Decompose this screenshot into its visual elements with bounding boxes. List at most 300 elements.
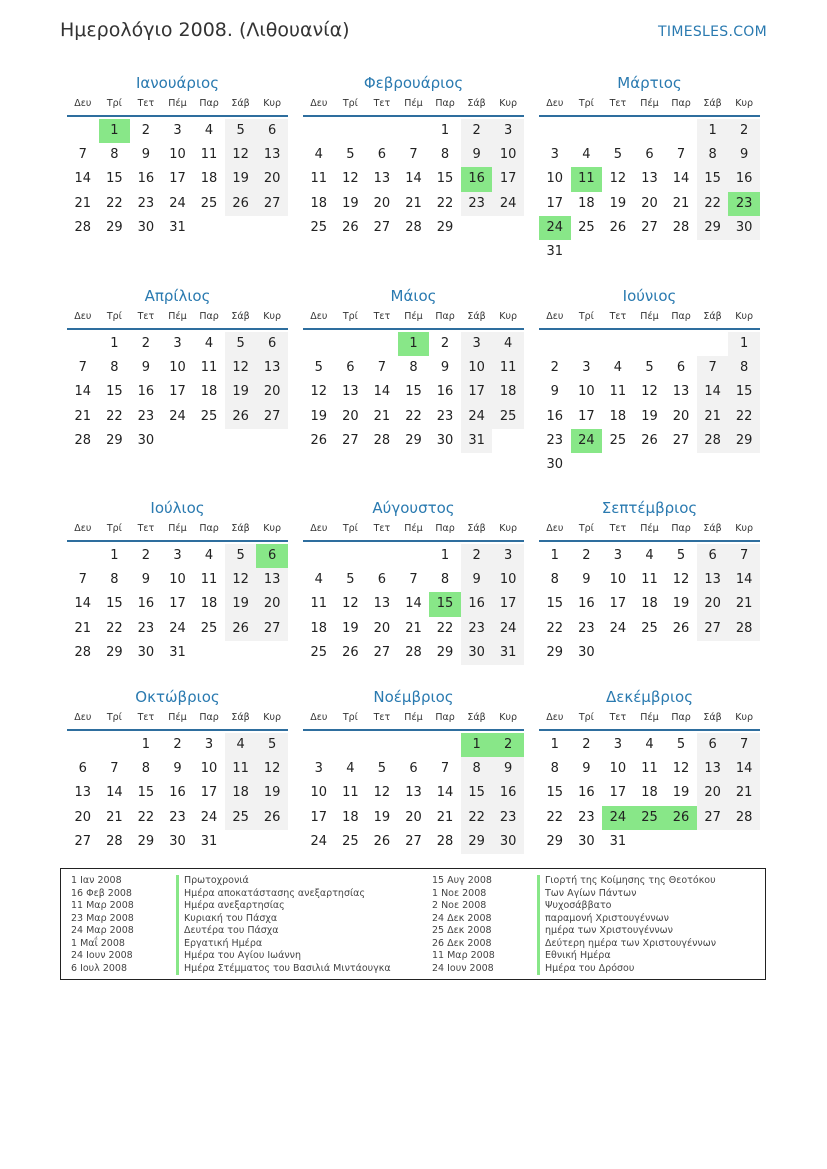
day-cell: 14 [74, 171, 92, 187]
weekday-label: Δευ [546, 523, 564, 534]
weekday-label: Πέμ [168, 98, 187, 109]
day-cell: 28 [728, 806, 760, 830]
day-cell: 18 [200, 384, 218, 400]
day-cell: 9 [582, 761, 591, 777]
day-cell: 16 [436, 384, 454, 400]
day-cell: 23 [492, 806, 524, 830]
day-cell: 7 [377, 360, 387, 376]
day-cell: 18 [225, 781, 257, 805]
day-cell: 26 [256, 806, 288, 830]
month-name: Μάρτιος [617, 74, 682, 92]
day-cell: 8 [409, 360, 418, 376]
day-cell: 3 [582, 360, 591, 376]
day-cell: 18 [200, 171, 218, 187]
holiday-date: 25 Δεκ 2008 [432, 925, 492, 936]
day-cell: 25 [641, 620, 658, 636]
day-cell: 6 [676, 360, 686, 376]
holiday-name: Εργατική Ημέρα [176, 938, 391, 951]
day-cell: 4 [204, 336, 214, 351]
day-grid [539, 332, 760, 477]
weekday-label: Πέμ [640, 712, 659, 723]
day-cell: 26 [609, 219, 627, 235]
day-cell: 11 [342, 785, 359, 801]
day-cell: 20 [697, 781, 729, 805]
day-cell: 20 [256, 167, 288, 191]
empty-cell [634, 119, 666, 143]
day-cell: 20 [373, 195, 391, 211]
day-cell: 5 [225, 544, 257, 568]
day-cell: 14 [373, 384, 391, 400]
month-block [303, 496, 524, 665]
day-cell: 16 [578, 785, 595, 801]
day-cell: 11 [492, 356, 524, 380]
day-cell: 12 [609, 171, 627, 187]
holiday-name: Γιορτή της Κοίμησης της Θεοτόκου [537, 875, 716, 888]
empty-cell [366, 544, 398, 568]
day-cell: 19 [256, 781, 288, 805]
day-cell: 17 [546, 195, 564, 211]
day-cell: 9 [492, 757, 524, 781]
day-cell: 27 [342, 432, 359, 448]
day-cell: 5 [225, 119, 257, 143]
day-cell: 27 [373, 644, 391, 660]
day-cell: 18 [641, 596, 658, 612]
day-cell: 20 [672, 408, 690, 424]
day-cell: 23 [461, 192, 493, 216]
day-cell: 10 [169, 572, 186, 588]
weekday-label: Σάβ [467, 523, 486, 534]
weekday-label: Σάβ [467, 311, 486, 322]
weekday-label: Πέμ [640, 98, 659, 109]
day-cell: 17 [609, 785, 627, 801]
day-cell: 6 [78, 761, 87, 777]
weekday-label: Σάβ [467, 98, 486, 109]
day-cell: 1 [110, 548, 119, 563]
holiday-day-cell: 26 [665, 806, 697, 830]
day-cell: 12 [310, 384, 328, 400]
day-cell: 12 [342, 171, 359, 187]
day-cell: 2 [461, 119, 493, 143]
day-cell: 31 [546, 243, 564, 259]
weekday-label: Πέμ [404, 523, 423, 534]
day-cell: 15 [106, 171, 123, 187]
empty-cell [303, 544, 335, 568]
day-cell: 30 [436, 432, 454, 448]
day-cell: 25 [200, 195, 218, 211]
day-cell: 25 [342, 833, 359, 849]
day-cell: 3 [492, 544, 524, 568]
weekday-label: Τετ [609, 523, 627, 534]
day-cell: 24 [492, 617, 524, 641]
day-cell: 17 [169, 596, 186, 612]
day-cell: 16 [728, 167, 760, 191]
day-cell: 5 [346, 572, 355, 588]
day-cell: 13 [342, 384, 359, 400]
weekday-label: Παρ [435, 712, 455, 723]
day-cell: 22 [106, 408, 123, 424]
day-cell: 5 [645, 360, 654, 376]
month-block [67, 685, 288, 854]
day-cell: 14 [106, 785, 123, 801]
day-cell: 12 [373, 785, 391, 801]
day-cell: 12 [641, 384, 658, 400]
weekday-label: Σάβ [231, 712, 250, 723]
day-cell: 10 [492, 568, 524, 592]
day-cell: 19 [225, 592, 257, 616]
day-cell: 30 [169, 833, 186, 849]
day-cell: 26 [225, 405, 257, 429]
day-cell: 4 [645, 737, 654, 752]
day-cell: 2 [461, 544, 493, 568]
holiday-name: Ημέρα ανεξαρτησίας [176, 900, 391, 913]
holiday-date: 2 Νοε 2008 [432, 900, 487, 911]
weekday-header [67, 709, 288, 731]
day-cell: 22 [546, 809, 564, 825]
day-cell: 2 [440, 336, 450, 351]
month-name: Ιούνιος [622, 287, 677, 305]
day-cell: 25 [200, 620, 218, 636]
day-cell: 30 [137, 432, 155, 448]
day-cell: 29 [106, 219, 123, 235]
day-cell: 21 [728, 781, 760, 805]
day-cell: 6 [377, 147, 387, 163]
day-cell: 29 [106, 432, 123, 448]
day-cell: 18 [342, 809, 359, 825]
day-cell: 24 [169, 408, 186, 424]
day-cell: 3 [204, 737, 214, 752]
day-cell: 5 [346, 147, 355, 163]
day-cell: 7 [440, 761, 450, 777]
weekday-label: Παρ [435, 98, 455, 109]
empty-cell [67, 332, 99, 356]
holiday-day-cell: 24 [539, 216, 571, 240]
day-cell: 6 [697, 733, 729, 757]
day-cell: 13 [256, 568, 288, 592]
day-cell: 27 [672, 432, 690, 448]
day-cell: 11 [200, 147, 218, 163]
empty-cell [335, 332, 367, 356]
weekday-label: Τετ [137, 523, 155, 534]
weekday-label: Τετ [373, 311, 391, 322]
day-cell: 14 [74, 596, 92, 612]
day-cell: 4 [346, 761, 355, 777]
day-cell: 29 [546, 644, 564, 660]
day-cell: 27 [256, 192, 288, 216]
day-cell: 18 [492, 380, 524, 404]
day-cell: 9 [728, 143, 760, 167]
holiday-names-left [176, 875, 391, 975]
day-cell: 11 [641, 572, 658, 588]
holiday-date: 23 Μαρ 2008 [71, 912, 134, 924]
day-cell: 21 [74, 620, 92, 636]
empty-cell [366, 733, 398, 757]
holiday-day-cell: 6 [256, 544, 288, 568]
weekday-label: Κυρ [263, 311, 282, 322]
weekday-label: Τρί [106, 311, 122, 322]
day-cell: 26 [342, 219, 359, 235]
day-cell: 11 [641, 761, 658, 777]
empty-cell [634, 332, 666, 356]
holiday-day-cell: 16 [461, 167, 493, 191]
day-cell: 18 [609, 408, 627, 424]
day-cell: 8 [110, 572, 119, 588]
day-grid [539, 733, 760, 854]
weekday-label: Κυρ [499, 311, 518, 322]
weekday-label: Δευ [310, 311, 328, 322]
empty-cell [697, 332, 729, 356]
day-cell: 23 [137, 195, 155, 211]
holiday-name: Ψυχοσάββατο [537, 900, 716, 913]
weekday-label: Πέμ [640, 523, 659, 534]
day-cell: 1 [110, 336, 119, 351]
empty-cell [398, 544, 430, 568]
holiday-dates-left [71, 875, 134, 975]
day-cell: 22 [106, 195, 123, 211]
holiday-name: Πρωτοχρονιά [176, 875, 391, 888]
day-cell: 22 [436, 195, 454, 211]
day-cell: 31 [169, 219, 186, 235]
empty-cell [99, 733, 131, 757]
day-cell: 31 [492, 641, 524, 665]
weekday-label: Κυρ [499, 98, 518, 109]
weekday-label: Σάβ [231, 523, 250, 534]
day-cell: 2 [141, 548, 151, 563]
holiday-name: Ημέρα Στέμματος του Βασιλιά Μιντάουγκα [176, 963, 391, 976]
day-cell: 13 [74, 785, 92, 801]
holiday-day-cell: 15 [429, 592, 461, 616]
day-cell: 3 [314, 761, 323, 777]
day-cell: 12 [672, 761, 690, 777]
weekday-label: Δευ [74, 712, 92, 723]
day-grid [539, 544, 760, 665]
weekday-label: Πέμ [640, 311, 659, 322]
holiday-name: Δευτέρα του Πάσχα [176, 925, 391, 938]
day-cell: 17 [310, 809, 328, 825]
weekday-label: Κυρ [735, 523, 754, 534]
weekday-label: Κυρ [263, 523, 282, 534]
day-cell: 24 [310, 833, 328, 849]
empty-cell [67, 544, 99, 568]
day-cell: 17 [492, 167, 524, 191]
holiday-day-cell: 2 [492, 733, 524, 757]
day-cell: 9 [550, 384, 559, 400]
day-cell: 4 [492, 332, 524, 356]
holiday-name: Των Αγίων Πάντων [537, 888, 716, 901]
holiday-day-cell: 1 [99, 119, 131, 143]
holiday-name: Εθνική Ημέρα [537, 950, 716, 963]
day-cell: 4 [314, 147, 323, 163]
empty-cell [571, 332, 603, 356]
day-cell: 18 [310, 620, 328, 636]
weekday-label: Τετ [373, 98, 391, 109]
weekday-label: Τρί [342, 523, 358, 534]
day-cell: 19 [342, 195, 359, 211]
day-cell: 14 [728, 757, 760, 781]
weekday-header [67, 308, 288, 330]
empty-cell [335, 733, 367, 757]
day-cell: 5 [256, 733, 288, 757]
day-cell: 28 [373, 432, 391, 448]
month-block [67, 496, 288, 665]
day-cell: 28 [74, 219, 92, 235]
day-cell: 23 [578, 620, 595, 636]
brand-logo[interactable]: TIMESLES.COM [658, 24, 767, 40]
day-cell: 18 [310, 195, 328, 211]
day-cell: 7 [697, 356, 729, 380]
weekday-header [67, 520, 288, 542]
day-cell: 21 [405, 195, 422, 211]
weekday-label: Δευ [546, 98, 564, 109]
month-block [303, 71, 524, 240]
day-cell: 8 [461, 757, 493, 781]
weekday-label: Τρί [578, 712, 594, 723]
empty-cell [67, 119, 99, 143]
weekday-label: Κυρ [735, 311, 754, 322]
holiday-date: 24 Ιουν 2008 [71, 950, 133, 961]
weekday-header [67, 95, 288, 117]
day-cell: 28 [728, 617, 760, 641]
day-cell: 4 [204, 123, 214, 138]
month-name: Σεπτέμβριος [601, 499, 698, 517]
day-cell: 15 [436, 171, 454, 187]
day-cell: 12 [225, 356, 257, 380]
holiday-date: 1 Μαΐ 2008 [71, 937, 125, 949]
day-cell: 8 [110, 147, 119, 163]
day-cell: 28 [672, 219, 690, 235]
day-cell: 21 [697, 405, 729, 429]
day-cell: 20 [256, 380, 288, 404]
day-cell: 15 [137, 785, 155, 801]
month-block [303, 284, 524, 453]
weekday-label: Τρί [342, 712, 358, 723]
month-block [539, 71, 760, 264]
weekday-label: Κυρ [499, 523, 518, 534]
month-block [539, 284, 760, 477]
month-name: Οκτώβριος [135, 688, 220, 706]
day-cell: 30 [578, 833, 595, 849]
weekday-label: Πέμ [168, 311, 187, 322]
day-cell: 28 [405, 219, 422, 235]
day-cell: 24 [200, 809, 218, 825]
holiday-name: Δεύτερη ημέρα των Χριστουγέννων [537, 938, 716, 951]
day-cell: 31 [169, 644, 186, 660]
day-cell: 6 [256, 332, 288, 356]
day-cell: 3 [492, 119, 524, 143]
empty-cell [335, 119, 367, 143]
day-cell: 15 [546, 596, 564, 612]
holiday-day-cell: 25 [634, 806, 666, 830]
day-cell: 1 [697, 119, 729, 143]
day-cell: 13 [405, 785, 422, 801]
day-cell: 30 [578, 644, 595, 660]
day-cell: 31 [609, 833, 627, 849]
month-name: Δεκέμβριος [605, 688, 693, 706]
weekday-header [539, 308, 760, 330]
day-cell: 9 [582, 572, 591, 588]
weekday-label: Πέμ [168, 523, 187, 534]
day-cell: 26 [225, 617, 257, 641]
weekday-label: Κυρ [263, 712, 282, 723]
day-cell: 6 [346, 360, 355, 376]
day-cell: 8 [550, 761, 559, 777]
day-cell: 20 [405, 809, 422, 825]
day-cell: 1 [550, 548, 559, 563]
day-cell: 19 [672, 785, 690, 801]
empty-cell [665, 119, 697, 143]
day-cell: 21 [436, 809, 454, 825]
day-cell: 27 [641, 219, 658, 235]
day-cell: 2 [141, 336, 151, 351]
day-cell: 3 [613, 737, 623, 752]
empty-cell [539, 332, 571, 356]
day-cell: 28 [697, 429, 729, 453]
day-cell: 6 [409, 761, 418, 777]
weekday-label: Δευ [546, 311, 564, 322]
day-cell: 2 [550, 360, 559, 376]
day-cell: 10 [546, 171, 564, 187]
day-cell: 12 [342, 596, 359, 612]
holiday-date: 1 Ιαν 2008 [71, 875, 122, 886]
weekday-label: Δευ [310, 523, 328, 534]
day-cell: 30 [137, 644, 155, 660]
empty-cell [366, 119, 398, 143]
day-cell: 22 [137, 809, 155, 825]
weekday-label: Τρί [578, 523, 594, 534]
day-cell: 1 [141, 737, 151, 752]
day-cell: 15 [106, 384, 123, 400]
day-cell: 25 [578, 219, 595, 235]
day-cell: 4 [314, 572, 323, 588]
day-cell: 22 [697, 192, 729, 216]
weekday-label: Σάβ [703, 98, 722, 109]
month-name: Αύγουστος [372, 499, 455, 517]
weekday-label: Τρί [578, 311, 594, 322]
month-name: Νοέμβριος [373, 688, 454, 706]
weekday-label: Πέμ [168, 712, 187, 723]
day-cell: 28 [405, 644, 422, 660]
day-cell: 22 [546, 620, 564, 636]
day-cell: 16 [546, 408, 564, 424]
holiday-date: 16 Φεβ 2008 [71, 887, 132, 899]
day-cell: 17 [461, 380, 493, 404]
weekday-label: Παρ [671, 98, 691, 109]
weekday-header [303, 308, 524, 330]
weekday-label: Σάβ [703, 311, 722, 322]
day-cell: 16 [137, 171, 155, 187]
day-cell: 22 [405, 408, 422, 424]
weekday-label: Κυρ [735, 712, 754, 723]
weekday-label: Τρί [578, 98, 594, 109]
holiday-date: 24 Δεκ 2008 [432, 912, 492, 924]
day-cell: 5 [676, 548, 686, 563]
day-cell: 30 [546, 456, 564, 472]
day-cell: 19 [225, 167, 257, 191]
day-cell: 29 [137, 833, 155, 849]
weekday-label: Παρ [199, 523, 219, 534]
weekday-label: Παρ [671, 311, 691, 322]
weekday-header [303, 520, 524, 542]
day-cell: 8 [110, 360, 119, 376]
day-cell: 8 [550, 572, 559, 588]
day-cell: 10 [609, 761, 627, 777]
day-cell: 25 [200, 408, 218, 424]
month-name: Φεβρουάριος [363, 74, 464, 92]
holiday-name: παραμονή Χριστουγέννων [537, 913, 716, 926]
day-cell: 20 [373, 620, 391, 636]
holiday-day-cell: 1 [398, 332, 430, 356]
empty-cell [665, 332, 697, 356]
day-cell: 20 [697, 592, 729, 616]
